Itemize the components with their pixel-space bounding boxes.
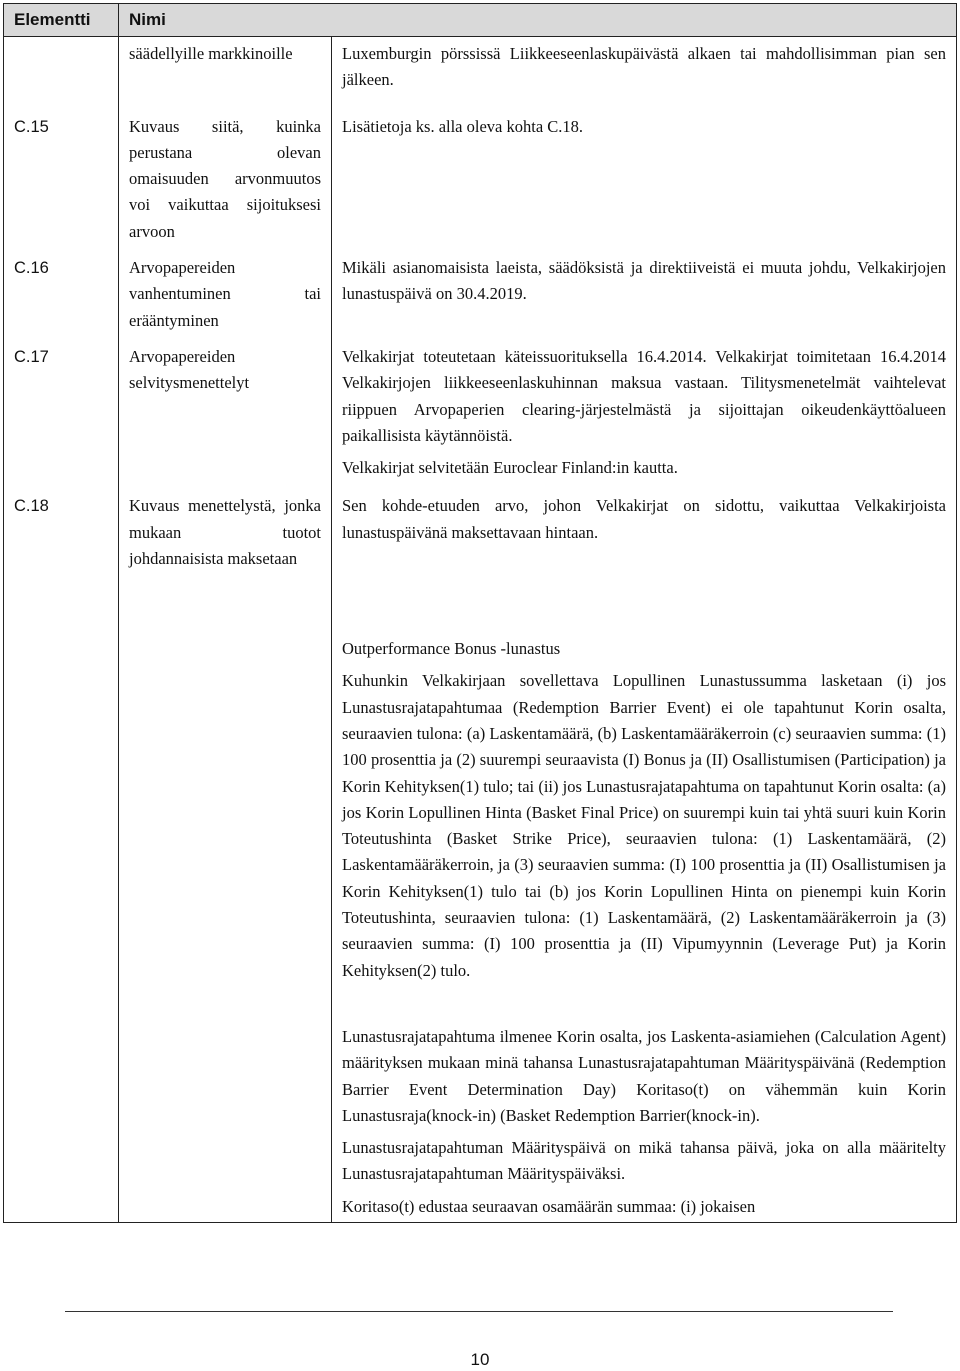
row-description: Velkakirjat toteutetaan käteissuorituksella 16.4.2014. Velkakirjat toimitetaan 16.4.2014 Velkakirjojen liikkeeseenlaskuhinnan maksua vastaan. Tilitysmenetelmät vaihtelevat riippuen Arvopaperien clearing-järjestelmästä ja sijoittajan oikeudenkäyttöalueen paikallisista käytännöistä. Velkakirjat selvitetään Euroclear Finland:in kautta. [332,344,957,493]
table-row-c18 [4,493,957,1222]
row-id: C.18 [4,493,119,1222]
row-id: C.16 [4,255,119,344]
row-name: Arvopapereiden selvitysmenettelyt [119,344,332,493]
row-id: C.17 [4,344,119,493]
table-row-c15 [4,114,957,255]
row-description: Sen kohde-etuuden arvo, johon Velkakirjat on sidottu, vaikuttaa Velkakirjoista lunastuspäivänä maksettavaan hintaan. Outperformance Bonus -lunastus Kuhunkin Velkakirjaan sovellettava Lopullinen Lunastussumma lasketaan (i) jos Lunastusrajatapahtumaa (Redemption Barrier Event) ei ole tapahtunut Korin osalta, seuraavien tulona: (a) Laskentamäärä, (b) Laskentamääräkerroin (c) seuraavien summa: (1) 100 prosenttia ja (2) suurempi seuraavista (I) Bonus ja (II) Osallistumisen (Participation) ja Korin Kehityksen(1) tulo; tai (ii) jos Lunastusrajatapahtuma on tapahtunut Korin osalta: (a) jos Korin Lopullinen Hinta (Basket Final Price) on suurempi kuin tai yhtä suuri kuin Korin Toteutushinta (Basket Strike Price), seuraavien tulona: (1) Laskentamäärä, (2) Laskentamääräkerroin, ja (3) seuraavien summa: (I) 100 prosenttia ja (II) Osallistumisen ja Korin Kehityksen(1) tulo tai (b) jos Korin Lopullinen Hinta on pienempi kuin Korin Toteutushinta, seuraavien tulona: (1) Laskentamäärä, (2) Laskentamääräkerroin ja (3) seuraavien summa: (I) 100 prosenttia ja (II) Vipumyynnin (Leverage Put) ja Korin Kehityksen(2) tulo. Lunastusrajatapahtuma ilmenee Korin osalta, jos Laskenta-asiamiehen (Calculation Agent) määrityksen mukaan minä tahansa Lunastusrajatapahtuman Määrityspäivänä (Redemption Barrier Event Determination Day) Koritaso(t) on vähemmän kuin Korin Lunastusraja(knock-in) (Basket Redemption Barrier(knock-in). Lunastusrajatapahtuman Määrityspäivä on mikä tahansa päivä, joka on alla määritelty Lunastusrajatapahtuman Määrityspäiväksi. Koritaso(t) edustaa seuraavan osamäärän summaa: (i) jokaisen [332,493,957,1222]
row-description: Luxemburgin pörssissä Liikkeeseenlaskupäivästä alkaen tai mahdollisimman pian sen jälkeen. [332,37,957,114]
header-name: Nimi [119,4,957,37]
row-name: Arvopapereiden vanhentuminen tai erääntyminen [119,255,332,344]
row-name: säädellyille markkinoille [119,37,332,114]
row-name: Kuvaus menettelystä, jonka mukaan tuotot johdannaisista maksetaan [119,493,332,1222]
page-number: 10 [470,1350,490,1369]
row-id: C.15 [4,114,119,255]
row-name: Kuvaus siitä, kuinka perustana olevan omaisuuden arvonmuutos voi vaikuttaa sijoituksesi arvoon [119,114,332,255]
table-row-continuation [4,37,957,114]
table-header-row [4,4,957,37]
header-element: Elementti [4,4,119,37]
footer-divider [65,1311,893,1312]
row-description: Lisätietoja ks. alla oleva kohta C.18. [332,114,957,255]
document-page [3,3,956,1223]
table-row-c17 [4,344,957,493]
summary-table [3,3,957,1223]
row-description: Mikäli asianomaisista laeista, säädöksistä ja direktiiveistä ei muuta johdu, Velkakirjojen lunastuspäivä on 30.4.2019. [332,255,957,344]
table-row-c16 [4,255,957,344]
